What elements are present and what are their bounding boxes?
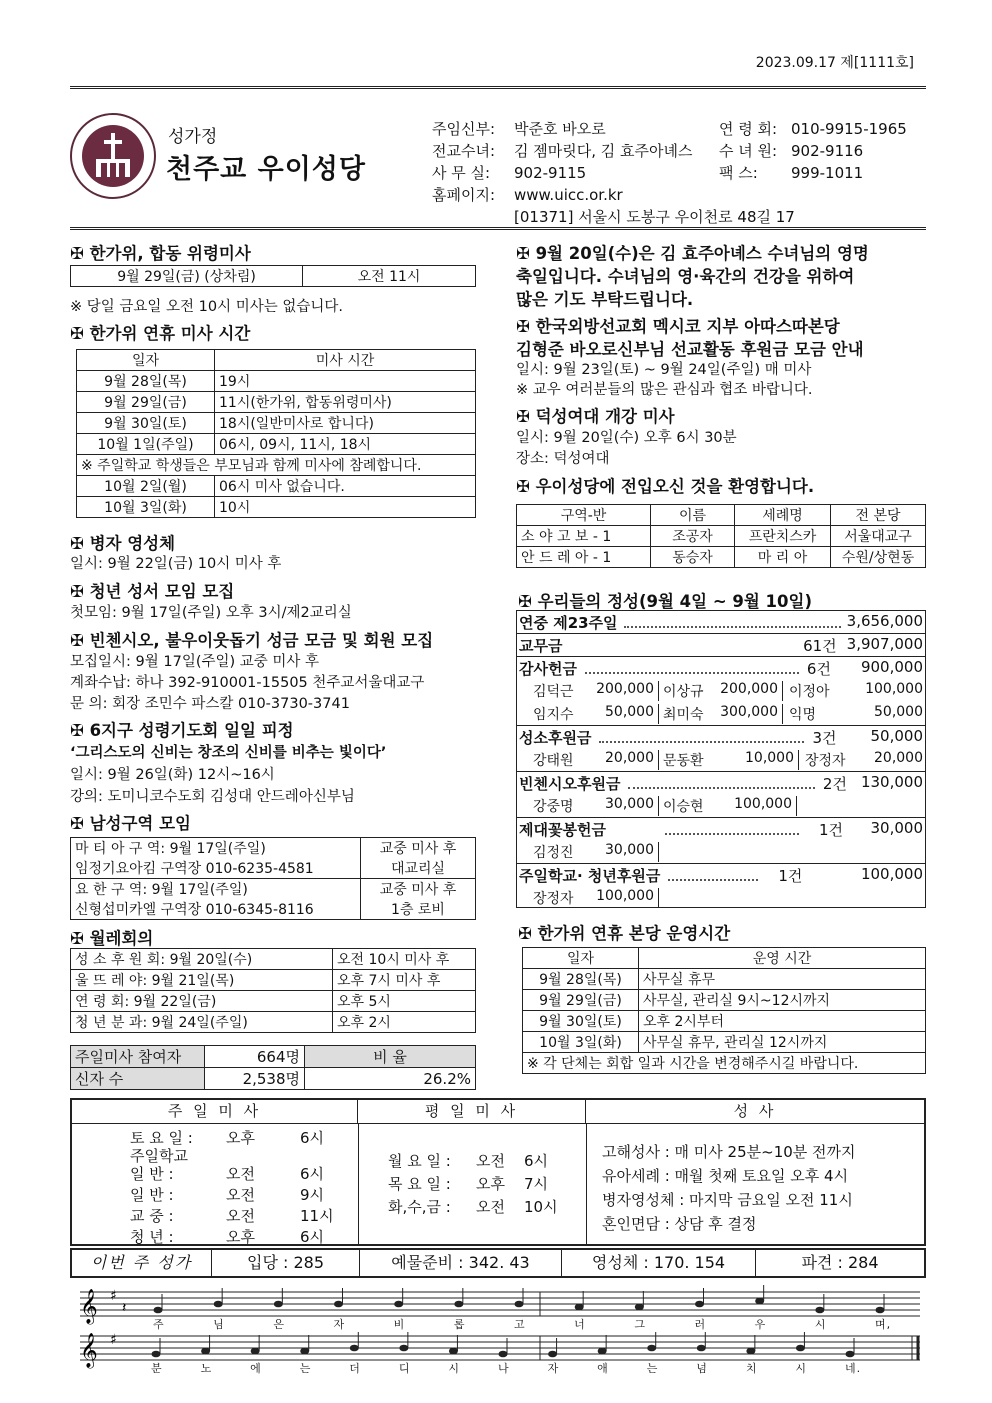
table-cell: 교중 미사 후 bbox=[361, 838, 476, 859]
offering-count: 3건 bbox=[812, 729, 837, 747]
mass-ampm: 오후 bbox=[226, 1228, 255, 1246]
section-title: ✠ 우리들의 정성(9월 4일 ~ 9월 10일) bbox=[518, 592, 812, 611]
table-header: 일자 bbox=[523, 948, 639, 969]
lyric-syllable: 시 bbox=[448, 1362, 461, 1375]
hymn-communion: 영성체 : 170. 154 bbox=[562, 1250, 756, 1276]
info-key: 사 무 실: bbox=[432, 164, 491, 182]
text-line: 모집일시: 9월 17일(주일) 교중 미사 후 bbox=[70, 654, 320, 670]
info-key: 연 령 회: bbox=[719, 120, 778, 138]
lyric-syllable: 나 bbox=[498, 1362, 510, 1375]
table-cell: 프란치스카 bbox=[735, 526, 831, 547]
sacrament-item: 병자영성체 : 마지막 금요일 오전 11시 bbox=[602, 1191, 853, 1209]
memorial-mass-table bbox=[70, 265, 476, 287]
lyric-syllable: 치 bbox=[745, 1362, 758, 1375]
table-cell: 11시(한가위, 합동위령미사) bbox=[215, 392, 476, 413]
donor-amount: 30,000 bbox=[605, 796, 654, 812]
donor-amount: 50,000 bbox=[605, 704, 654, 720]
note-head bbox=[214, 1301, 223, 1308]
donor-amount: 100,000 bbox=[596, 888, 654, 904]
mass-label: 주일학교 bbox=[130, 1147, 188, 1165]
text-line: 계좌수납: 하나 392-910001-15505 천주교서울대교구 bbox=[70, 675, 425, 691]
mass-ampm: 오전 bbox=[226, 1207, 255, 1225]
donor-amount: 30,000 bbox=[605, 842, 654, 858]
donor-row bbox=[519, 750, 923, 770]
note-head bbox=[515, 1301, 524, 1308]
donor-amount: 200,000 bbox=[720, 681, 778, 697]
note-head bbox=[815, 1307, 824, 1314]
table-cell: 청 년 분 과: 9월 24일(주일) bbox=[71, 1012, 333, 1033]
mass-label: 화,수,금 : bbox=[388, 1198, 451, 1216]
offerings-box bbox=[516, 610, 926, 908]
mass-label: 토 요 일 : bbox=[130, 1129, 193, 1147]
mass-ampm: 오전 bbox=[476, 1198, 505, 1216]
table-cell: 06시, 09시, 11시, 18시 bbox=[215, 434, 476, 455]
mass-label: 일 반 : bbox=[130, 1165, 174, 1183]
lyric-syllable: 님 bbox=[213, 1318, 225, 1331]
offering-count: 6건 bbox=[806, 660, 831, 678]
svg-text:♯: ♯ bbox=[110, 1288, 117, 1304]
mass-ampm: 오후 bbox=[226, 1129, 255, 1147]
column-header: 주 일 미 사 bbox=[72, 1100, 358, 1123]
donor-row bbox=[519, 681, 923, 701]
table-header: 전 본당 bbox=[831, 505, 926, 526]
text-line: ‘그리스도의 신비는 창조의 신비를 비추는 빛이다’ bbox=[70, 745, 387, 761]
donor-name: 이상규 bbox=[663, 684, 704, 700]
lyric-syllable: 주 bbox=[153, 1318, 165, 1331]
svg-text:𝄞: 𝄞 bbox=[80, 1333, 98, 1368]
section-title: ✠ 한가위 연휴 미사 시간 bbox=[70, 324, 251, 343]
offering-count: 61건 bbox=[803, 637, 837, 655]
table-cell: 오전 11시 bbox=[303, 266, 476, 287]
note: ※ 교우 여러분들의 많은 관심과 협조 바랍니다. bbox=[516, 382, 813, 398]
offering-row bbox=[519, 658, 923, 679]
note-head bbox=[876, 1307, 885, 1314]
section-title: ✠ 우이성당에 전입오신 것을 환영합니다. bbox=[516, 477, 815, 496]
offering-amount: 130,000 bbox=[860, 773, 923, 791]
table-cell: 10시 bbox=[215, 497, 476, 518]
section-title: ✠ 한가위 연휴 본당 운영시간 bbox=[518, 924, 731, 943]
table-cell: 요 한 구 역: 9월 17일(주일) bbox=[71, 879, 361, 900]
offering-label: 감사헌금 bbox=[519, 660, 577, 678]
donor-amount: 50,000 bbox=[874, 704, 923, 720]
holiday-mass-table bbox=[76, 349, 476, 518]
note-head bbox=[697, 1345, 706, 1352]
table-cell: 10월 1일(주일) bbox=[77, 434, 215, 455]
column-header: 평 일 미 사 bbox=[358, 1100, 586, 1123]
text-line: 강의: 도미니코수도회 김성대 안드레아신부님 bbox=[70, 789, 355, 805]
donor-amount: 100,000 bbox=[865, 681, 923, 697]
mass-ampm: 오전 bbox=[226, 1165, 255, 1183]
table-header: 이름 bbox=[651, 505, 735, 526]
logo-parish-name: 천주교 우이성당 bbox=[166, 154, 366, 185]
note-head bbox=[635, 1304, 644, 1311]
offering-amount: 50,000 bbox=[870, 727, 923, 745]
text-line: 일시: 9월 22일(금) 10시 미사 후 bbox=[70, 556, 282, 572]
offering-label: 주일학교· 청년후원금 bbox=[519, 867, 661, 885]
donor-amount: 300,000 bbox=[720, 704, 778, 720]
lyric-syllable: 러 bbox=[694, 1318, 707, 1331]
column-header: 성 사 bbox=[733, 1102, 777, 1120]
section-title: ✠ 월레회의 bbox=[70, 929, 154, 948]
info-key: 수 녀 원: bbox=[719, 142, 778, 160]
mens-district-table bbox=[70, 837, 476, 920]
table-cell: 신형섭미카엘 구역장 010-6345-8116 bbox=[71, 899, 361, 920]
donor-row bbox=[519, 842, 923, 862]
table-cell: 사무실, 관리실 9시~12시까지 bbox=[639, 990, 926, 1011]
mass-schedule-box bbox=[70, 1098, 926, 1246]
lyric-syllable: 비 bbox=[393, 1318, 406, 1331]
sacrament-item: 고해성사 : 매 미사 25분~10분 전까지 bbox=[602, 1143, 856, 1161]
offering-amount: 30,000 bbox=[870, 819, 923, 837]
offering-count: 1건 bbox=[819, 821, 844, 839]
mass-time: 11시 bbox=[300, 1207, 334, 1225]
section-title: ✠ 한국외방선교회 멕시코 지부 아따스따본당 bbox=[516, 317, 840, 336]
note-head bbox=[575, 1304, 584, 1311]
parish-seal-logo bbox=[70, 113, 156, 199]
mass-time: 7시 bbox=[524, 1175, 549, 1193]
note-head bbox=[154, 1307, 163, 1314]
table-cell: 9월 30일(토) bbox=[77, 413, 215, 434]
mass-time: 9시 bbox=[300, 1186, 325, 1204]
offering-row bbox=[519, 727, 923, 748]
table-cell: 9월 28일(목) bbox=[523, 969, 639, 990]
section-title: ✠ 남성구역 모임 bbox=[70, 814, 191, 833]
table-cell: 사무실 휴무 bbox=[639, 969, 926, 990]
table-header: 세례명 bbox=[735, 505, 831, 526]
donor-name: 강중명 bbox=[533, 799, 574, 815]
donor-amount: 10,000 bbox=[745, 750, 794, 766]
donor-row bbox=[519, 888, 923, 908]
offering-label: 성소후원금 bbox=[519, 729, 592, 747]
weekday-mass-list bbox=[388, 1150, 558, 1219]
offering-label: 제대꽃봉헌금 bbox=[519, 821, 606, 839]
lyric-syllable: 시 bbox=[795, 1362, 808, 1375]
header-top-rule bbox=[70, 86, 926, 89]
offering-label: 연중 제23주일 bbox=[519, 614, 618, 632]
text-line: 일시: 9월 26일(화) 12시~16시 bbox=[70, 767, 275, 783]
text-line: 축일입니다. 수녀님의 영·육간의 건강을 위하여 bbox=[516, 267, 855, 286]
lyric-syllable: 네. bbox=[845, 1362, 862, 1375]
table-cell: 조공자 bbox=[651, 526, 735, 547]
stat-value: 2,538명 bbox=[205, 1068, 305, 1090]
text-line: 일시: 9월 23일(토) ~ 9월 24일(주일) 매 미사 bbox=[516, 362, 812, 378]
table-cell: 9월 28일(목) bbox=[77, 371, 215, 392]
mass-ampm: 오후 bbox=[476, 1175, 505, 1193]
lyric-syllable: 그 bbox=[634, 1318, 646, 1331]
note-head bbox=[394, 1301, 403, 1308]
note-head bbox=[251, 1348, 260, 1355]
lyric-syllable: 자 bbox=[547, 1362, 560, 1375]
note-head bbox=[152, 1351, 161, 1358]
section-title: ✠ 6지구 성령기도회 일일 피정 bbox=[70, 721, 294, 740]
lyric-syllable: 며, bbox=[875, 1318, 892, 1331]
donor-name: 이승현 bbox=[663, 799, 704, 815]
offering-row bbox=[519, 819, 923, 840]
note-head bbox=[334, 1301, 343, 1308]
donor-amount: 20,000 bbox=[874, 750, 923, 766]
table-cell: 마 리 아 bbox=[735, 547, 831, 568]
offering-count: 1건 bbox=[778, 867, 803, 885]
table-cell: 9월 29일(금) bbox=[77, 392, 215, 413]
lyric-syllable: 노 bbox=[200, 1362, 213, 1375]
offering-label: 교무금 bbox=[519, 637, 563, 655]
note-head bbox=[454, 1301, 463, 1308]
table-cell: 10월 3일(화) bbox=[77, 497, 215, 518]
table-cell: 오후 7시 미사 후 bbox=[333, 970, 476, 991]
stat-value: 664명 bbox=[205, 1046, 305, 1068]
hymn-entrance: 입당 : 285 bbox=[212, 1250, 360, 1276]
table-cell: 18시(일반미사로 합니다) bbox=[215, 413, 476, 434]
issue-date: 2023.09.17 제[1111호] bbox=[755, 55, 914, 71]
mass-label: 목 요 일 : bbox=[388, 1175, 451, 1193]
attendance-stats-table bbox=[70, 1045, 476, 1090]
note-head bbox=[201, 1348, 210, 1355]
svg-text:𝄽: 𝄽 bbox=[122, 1300, 127, 1316]
note-head bbox=[746, 1348, 755, 1355]
table-cell: 임정기요아킴 구역장 010-6235-4581 bbox=[71, 858, 361, 879]
table-cell: 성 소 후 원 회: 9월 20일(수) bbox=[71, 949, 333, 970]
lyric-syllable: 롭 bbox=[453, 1318, 466, 1331]
mass-time: 6시 bbox=[300, 1228, 325, 1246]
lyric-syllable: 은 bbox=[273, 1318, 285, 1331]
table-header: 운영 시간 bbox=[639, 948, 926, 969]
table-note: ※ 주일학교 학생들은 부모님과 함께 미사에 참례합니다. bbox=[77, 455, 476, 476]
info-key: 팩 스: bbox=[719, 164, 758, 182]
donor-name: 이정아 bbox=[789, 684, 830, 700]
text-line: 일시: 9월 20일(수) 오후 6시 30분 bbox=[516, 430, 737, 446]
offering-row bbox=[519, 865, 923, 886]
note-head bbox=[399, 1345, 408, 1352]
table-header: 일자 bbox=[77, 350, 215, 371]
note-head bbox=[846, 1351, 855, 1358]
parish-info bbox=[432, 118, 907, 228]
offering-amount: 100,000 bbox=[860, 865, 923, 883]
section-title: ✠ 병자 영성체 bbox=[70, 534, 176, 553]
donor-amount: 20,000 bbox=[605, 750, 654, 766]
stat-label: 신자 수 bbox=[71, 1068, 205, 1090]
note-head bbox=[598, 1348, 607, 1355]
table-cell: 10월 3일(화) bbox=[523, 1032, 639, 1053]
lyric-syllable: 시 bbox=[814, 1318, 827, 1331]
info-key: 주임신부: bbox=[432, 120, 496, 138]
table-cell: 교중 미사 후 bbox=[361, 879, 476, 900]
lyric-syllable: 더 bbox=[349, 1362, 361, 1375]
lyric-syllable: 는 bbox=[646, 1362, 659, 1375]
lyric-syllable: 너 bbox=[574, 1318, 586, 1331]
hymn-offertory: 예물준비 : 342. 43 bbox=[360, 1250, 562, 1276]
info-key: 홈페이지: bbox=[432, 186, 496, 204]
hymns-row bbox=[70, 1248, 926, 1278]
info-value: 010-9915-1965 bbox=[791, 120, 907, 138]
table-cell: 10월 2일(월) bbox=[77, 476, 215, 497]
text-line: 장소: 덕성여대 bbox=[516, 451, 610, 467]
mass-label: 교 중 : bbox=[130, 1207, 174, 1225]
info-key: 전교수녀: bbox=[432, 142, 496, 160]
text-line: 문 의: 회장 조민수 파스칼 010-3730-3741 bbox=[70, 696, 350, 712]
svg-text:𝄞: 𝄞 bbox=[80, 1289, 98, 1324]
lyric-syllable: 는 bbox=[299, 1362, 312, 1375]
info-value: 902-9115 bbox=[514, 164, 587, 182]
donor-amount: 200,000 bbox=[596, 681, 654, 697]
table-cell: 오후 2시부터 bbox=[639, 1011, 926, 1032]
info-value: 김 젬마릿다, 김 효주아녜스 bbox=[514, 142, 693, 160]
note-head bbox=[449, 1348, 458, 1355]
homepage-link[interactable]: www.uicc.or.kr bbox=[514, 186, 623, 204]
mass-label: 청 년 : bbox=[130, 1228, 174, 1246]
donor-amount: 100,000 bbox=[734, 796, 792, 812]
logo-small-text: 성가정 bbox=[168, 127, 218, 147]
monthly-meeting-table bbox=[70, 948, 476, 1033]
section-title: ✠ 청년 성서 모임 모집 bbox=[70, 582, 235, 601]
offering-count: 2건 bbox=[822, 775, 847, 793]
svg-text:♯: ♯ bbox=[110, 1332, 117, 1348]
donor-name: 장정자 bbox=[805, 753, 846, 769]
offering-amount: 3,656,000 bbox=[846, 612, 923, 630]
table-cell: 06시 미사 없습니다. bbox=[215, 476, 476, 497]
lyric-syllable: 자 bbox=[333, 1318, 346, 1331]
donor-name: 장정자 bbox=[533, 891, 574, 907]
hymn-recessional: 파견 : 284 bbox=[801, 1253, 879, 1272]
table-cell: 9월 29일(금) (상차림) bbox=[71, 266, 303, 287]
offering-amount: 900,000 bbox=[860, 658, 923, 676]
donor-name: 김덕근 bbox=[533, 684, 574, 700]
office-hours-table bbox=[522, 947, 926, 1074]
table-cell: 오후 2시 bbox=[333, 1012, 476, 1033]
mass-label: 일 반 : bbox=[130, 1186, 174, 1204]
note-head bbox=[499, 1351, 508, 1358]
donor-name: 문동환 bbox=[663, 753, 704, 769]
donor-name: 김정진 bbox=[533, 845, 574, 861]
table-header: 미사 시간 bbox=[215, 350, 476, 371]
table-cell: 동승자 bbox=[651, 547, 735, 568]
table-cell: 대교리실 bbox=[361, 858, 476, 879]
table-cell: 소 야 고 보 - 1 bbox=[517, 526, 651, 547]
lyric-syllable: 애 bbox=[597, 1362, 609, 1375]
sacrament-item: 유아세례 : 매월 첫째 토요일 오후 4시 bbox=[602, 1167, 849, 1185]
section-title: ✠ 빈첸시오, 불우이웃돕기 성금 모금 및 회원 모집 bbox=[70, 631, 434, 650]
stat-label: 비 율 bbox=[305, 1046, 476, 1068]
table-cell: 울 뜨 레 야: 9월 21일(목) bbox=[71, 970, 333, 991]
table-note: ※ 각 단체는 회합 일과 시간을 변경해주시길 바랍니다. bbox=[523, 1053, 926, 1074]
lyrics-line-2 bbox=[70, 1360, 926, 1376]
donor-row bbox=[519, 704, 923, 724]
lyric-syllable: 넘 bbox=[696, 1362, 708, 1375]
table-cell: 9월 29일(금) bbox=[523, 990, 639, 1011]
donor-name: 강태원 bbox=[533, 753, 574, 769]
lyric-syllable: 우 bbox=[754, 1318, 767, 1331]
table-cell: 1층 로비 bbox=[361, 899, 476, 920]
note-head bbox=[755, 1298, 764, 1305]
section-title: ✠ 덕성여대 개강 미사 bbox=[516, 407, 675, 426]
mass-time: 6시 bbox=[300, 1165, 325, 1183]
mass-ampm: 오전 bbox=[226, 1186, 255, 1204]
mass-ampm: 오전 bbox=[476, 1152, 505, 1170]
offering-row bbox=[519, 635, 923, 656]
note-head bbox=[300, 1348, 309, 1355]
sacrament-item: 혼인면담 : 상담 후 결정 bbox=[602, 1215, 757, 1233]
address: [01371] 서울시 도봉구 우이천로 48길 17 bbox=[514, 208, 795, 226]
table-cell: 연 령 회: 9월 22일(금) bbox=[71, 991, 333, 1012]
note: ※ 당일 금요일 오전 10시 미사는 없습니다. bbox=[70, 299, 343, 315]
text-line: 첫모임: 9월 17일(주일) 오후 3시/제2교리실 bbox=[70, 605, 352, 621]
mass-label: 월 요 일 : bbox=[388, 1152, 451, 1170]
sacraments-list bbox=[602, 1140, 856, 1236]
table-cell: 서울대교구 bbox=[831, 526, 926, 547]
info-value: 999-1011 bbox=[791, 164, 864, 182]
table-cell: 오후 5시 bbox=[333, 991, 476, 1012]
note-head bbox=[796, 1345, 805, 1352]
table-cell: 19시 bbox=[215, 371, 476, 392]
note-head bbox=[274, 1301, 283, 1308]
offering-row bbox=[519, 612, 923, 633]
table-cell: 오전 10시 미사 후 bbox=[333, 949, 476, 970]
table-cell: 마 티 아 구 역: 9월 17일(주일) bbox=[71, 838, 361, 859]
info-value: 902-9116 bbox=[791, 142, 864, 160]
lyric-syllable: 분 bbox=[151, 1362, 163, 1375]
offering-label: 빈첸시오후원금 bbox=[519, 775, 621, 793]
section-title: ✠ 한가위, 합동 위령미사 bbox=[70, 244, 251, 263]
note-head bbox=[647, 1345, 656, 1352]
lyrics-line-1 bbox=[70, 1316, 926, 1332]
sunday-mass-list bbox=[130, 1128, 334, 1248]
offering-amount: 3,907,000 bbox=[846, 635, 923, 653]
mass-time: 10시 bbox=[524, 1198, 558, 1216]
table-header: 구역-반 bbox=[517, 505, 651, 526]
stat-value: 26.2% bbox=[305, 1068, 476, 1090]
donor-name: 익명 bbox=[789, 707, 817, 723]
table-cell: 수원/상현동 bbox=[831, 547, 926, 568]
offering-row bbox=[519, 773, 923, 794]
lyric-syllable: 고 bbox=[514, 1318, 526, 1331]
lyric-syllable: 에 bbox=[250, 1362, 262, 1375]
info-value: 박준호 바오로 bbox=[514, 120, 606, 138]
section-title: ✠ 9월 20일(수)은 김 효주아녜스 수녀님의 영명 bbox=[516, 244, 869, 263]
table-cell: 9월 30일(토) bbox=[523, 1011, 639, 1032]
donor-name: 임지수 bbox=[533, 707, 574, 723]
note-head bbox=[548, 1351, 557, 1358]
donor-name: 최미숙 bbox=[663, 707, 704, 723]
mass-time: 6시 bbox=[300, 1129, 325, 1147]
stat-label: 주일미사 참여자 bbox=[71, 1046, 205, 1068]
new-parishioners-table bbox=[516, 504, 926, 568]
hymns-label: 이번 주 성가 bbox=[72, 1250, 212, 1276]
table-cell: 안 드 레 아 - 1 bbox=[517, 547, 651, 568]
donor-row bbox=[519, 796, 923, 816]
text-line: 많은 기도 부탁드립니다. bbox=[516, 290, 694, 309]
text-line: 김형준 바오로신부님 선교활동 후원금 모금 안내 bbox=[516, 340, 864, 359]
note-head bbox=[350, 1345, 359, 1352]
music-staff bbox=[70, 1284, 926, 1398]
note-head bbox=[695, 1301, 704, 1308]
lyric-syllable: 디 bbox=[398, 1362, 411, 1375]
mass-time: 6시 bbox=[524, 1152, 549, 1170]
table-cell: 사무실 휴무, 관리실 12시까지 bbox=[639, 1032, 926, 1053]
